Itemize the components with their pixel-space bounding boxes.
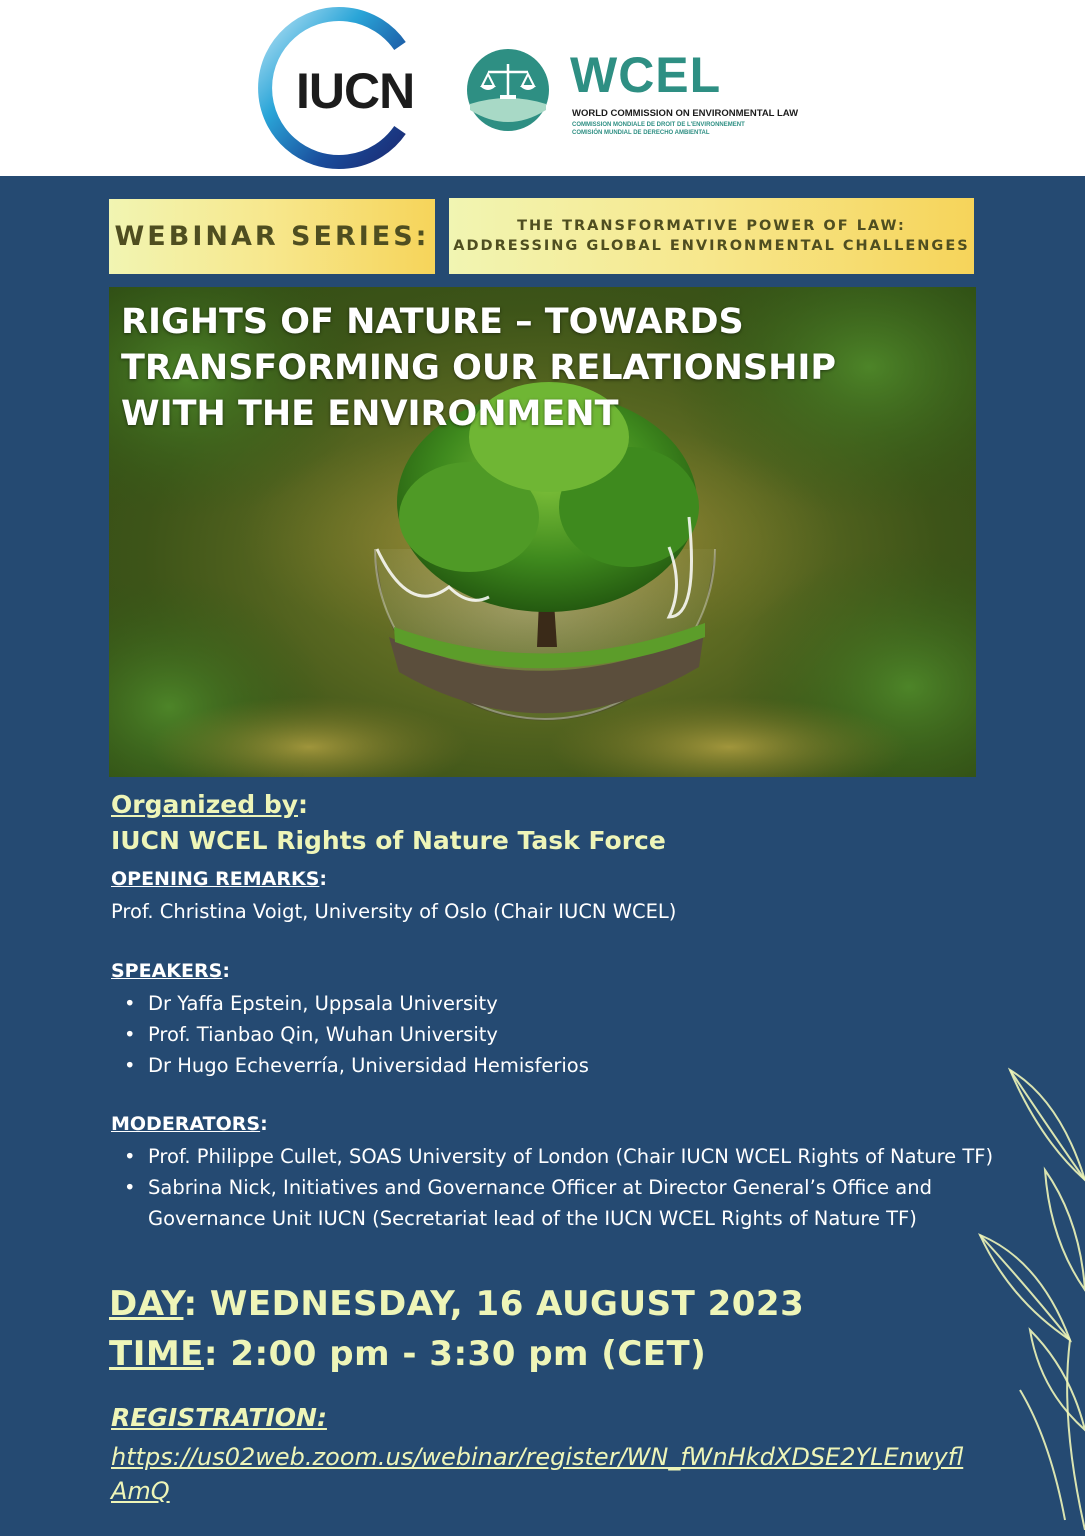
wcel-subtitle-en: WORLD COMMISSION ON ENVIRONMENTAL LAW [572, 108, 799, 119]
list-item: • Dr Yaffa Epstein, Uppsala University [111, 988, 991, 1019]
list-item: • Dr Hugo Echeverría, Universidad Hemisferios [111, 1050, 991, 1081]
webinar-series-label: WEBINAR SERIES: [114, 221, 430, 252]
registration-link[interactable]: https://us02web.zoom.us/webinar/register/WN_fWnHkdXDSE2YLEnwyflAmQ [111, 1443, 964, 1505]
event-time: TIME: 2:00 pm - 3:30 pm (CET) [109, 1334, 707, 1374]
leaf-outline-decoration-icon [970, 1060, 1085, 1530]
moderators-list [111, 1141, 1006, 1234]
moderators-heading: MODERATORS: [111, 1113, 268, 1135]
series-title-banner [449, 198, 974, 274]
organizer-name: IUCN WCEL Rights of Nature Task Force [111, 826, 666, 855]
iucn-logo-text: IUCN [296, 63, 415, 119]
opening-remarks-text: Prof. Christina Voigt, University of Oslo (Chair IUCN WCEL) [111, 900, 677, 923]
wcel-subtitle-fr: COMMISSION MONDIALE DE DROIT DE L'ENVIRONNEMENT [572, 122, 745, 128]
hero-image [109, 287, 976, 777]
speakers-list [111, 988, 991, 1081]
event-day: DAY: WEDNESDAY, 16 AUGUST 2023 [109, 1284, 805, 1324]
series-title-line1: THE TRANSFORMATIVE POWER OF LAW: [517, 218, 906, 234]
webinar-series-banner [109, 199, 435, 274]
list-item: • Prof. Philippe Cullet, SOAS University of London (Chair IUCN WCEL Rights of Nature TF) [111, 1141, 1006, 1172]
series-title-line2: ADDRESSING GLOBAL ENVIRONMENTAL CHALLENGES [453, 238, 970, 254]
header [0, 0, 1085, 176]
list-item: • Sabrina Nick, Initiatives and Governance Officer at Director General’s Office and Governance Unit IUCN (Secretariat lead of the IUCN WCEL Rights of Nature TF) [111, 1172, 1006, 1234]
organized-by-label: Organized by: [111, 790, 309, 819]
opening-remarks-heading: OPENING REMARKS: [111, 868, 328, 890]
speakers-heading: SPEAKERS: [111, 960, 230, 982]
hero-title: RIGHTS OF NATURE – TOWARDS TRANSFORMING OUR RELATIONSHIP WITH THE ENVIRONMENT [121, 302, 837, 434]
wcel-scales-icon [466, 48, 550, 132]
wcel-title: WCEL [570, 47, 722, 103]
wcel-subtitle-es: COMISIÓN MUNDIAL DE DERECHO AMBIENTAL [572, 130, 710, 136]
list-item: • Prof. Tianbao Qin, Wuhan University [111, 1019, 991, 1050]
registration-label: REGISTRATION: [111, 1403, 327, 1432]
